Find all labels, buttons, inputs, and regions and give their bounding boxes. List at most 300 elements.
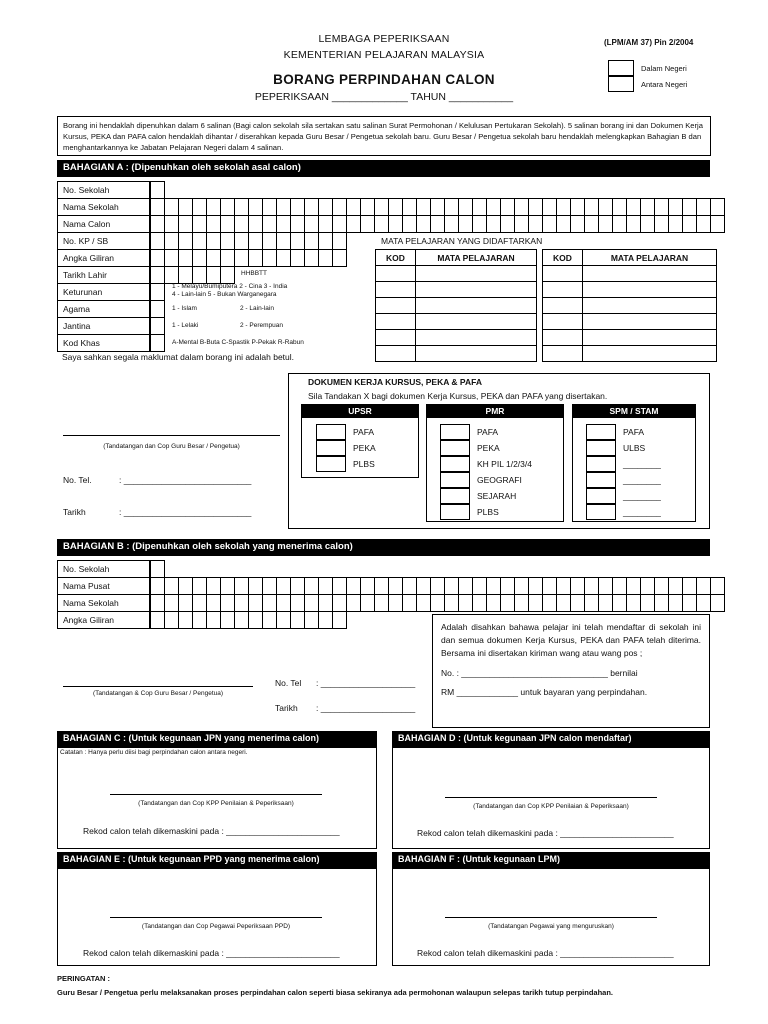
subjects-cell[interactable] [582, 297, 717, 314]
section-b-input-cell[interactable] [220, 594, 235, 612]
section-b-input-cell[interactable] [668, 577, 683, 595]
section-d-signature-line[interactable] [445, 797, 657, 798]
pmr-checkbox[interactable] [440, 488, 470, 504]
section-b-input-cell[interactable] [304, 611, 319, 629]
section-a-date-field[interactable]: : ___________________________ [119, 507, 252, 517]
spm-checkbox[interactable] [586, 488, 616, 504]
section-a-input-cell[interactable] [164, 215, 179, 233]
section-b-input-cell[interactable] [206, 577, 221, 595]
section-a-input-cell[interactable] [388, 215, 403, 233]
section-a-input-cell[interactable] [262, 198, 277, 216]
section-a-input-cell[interactable] [402, 215, 417, 233]
section-a-input-cell[interactable] [612, 198, 627, 216]
section-b-input-cell[interactable] [290, 594, 305, 612]
section-b-input-cell[interactable] [654, 594, 669, 612]
section-b-input-cell[interactable] [472, 577, 487, 595]
subjects-cell[interactable] [415, 313, 537, 330]
section-a-input-cell[interactable] [318, 215, 333, 233]
section-f-record-date[interactable]: Rekod calon telah dikemaskini pada : ________________________ [417, 948, 674, 958]
section-b-input-cell[interactable] [318, 611, 333, 629]
section-b-signature-line[interactable] [63, 686, 253, 687]
section-b-tel-field[interactable]: : ____________________ [316, 678, 416, 688]
section-a-input-cell[interactable] [710, 215, 725, 233]
upsr-checkbox[interactable] [316, 424, 346, 440]
subjects-cell[interactable] [582, 281, 717, 298]
section-a-input-cell[interactable] [192, 198, 207, 216]
section-b-input-cell[interactable] [514, 594, 529, 612]
section-a-input-cell[interactable] [234, 249, 249, 267]
section-a-input-cell[interactable] [248, 215, 263, 233]
section-a-input-cell[interactable] [514, 215, 529, 233]
section-b-input-cell[interactable] [360, 594, 375, 612]
section-a-input-cell[interactable] [598, 198, 613, 216]
section-b-input-cell[interactable] [416, 594, 431, 612]
subjects-cell[interactable] [375, 297, 416, 314]
section-a-input-cell[interactable] [556, 198, 571, 216]
section-a-input-cell[interactable] [150, 198, 165, 216]
section-a-input-cell[interactable] [192, 266, 207, 284]
section-b-input-cell[interactable] [612, 577, 627, 595]
subjects-cell[interactable] [542, 329, 583, 346]
section-a-input-cell[interactable] [318, 198, 333, 216]
section-b-input-cell[interactable] [584, 577, 599, 595]
subjects-title: MATA PELAJARAN YANG DIDAFTARKAN [381, 236, 543, 246]
section-b-input-cell[interactable] [318, 594, 333, 612]
section-f-signature-line[interactable] [445, 917, 657, 918]
section-b-money-order-no[interactable]: No. : _______________________________ bernilai [441, 668, 638, 679]
section-a-input-cell[interactable] [164, 266, 179, 284]
section-a-input-cell[interactable] [318, 249, 333, 267]
section-b-input-cell[interactable] [150, 594, 165, 612]
section-e-record-date[interactable]: Rekod calon telah dikemaskini pada : ________________________ [83, 948, 340, 958]
section-b-input-cell[interactable] [150, 560, 165, 578]
section-a-input-cell[interactable] [206, 266, 221, 284]
pmr-item-label: GEOGRAFI [477, 475, 522, 485]
section-a-input-cell[interactable] [346, 198, 361, 216]
religion-option-1: 1 - Islam [172, 305, 197, 312]
section-b-input-cell[interactable] [192, 611, 207, 629]
section-b-input-cell[interactable] [192, 594, 207, 612]
section-b-input-cell[interactable] [528, 594, 543, 612]
section-b-confirmation-text: Adalah disahkan bahawa pelajar ini telah mendaftar di sekolah ini dan semua dokumen Kerja Kursus, PEKA dan PAFA telah diterima. Bersama ini disertakan kiriman wang atau wang pos ; [441, 622, 701, 658]
subjects-cell[interactable] [582, 265, 717, 282]
section-a-input-cell[interactable] [248, 198, 263, 216]
section-a-input-cell[interactable] [150, 232, 165, 250]
subjects-cell[interactable] [415, 329, 537, 346]
section-b-input-cell[interactable] [374, 577, 389, 595]
section-a-input-cell[interactable] [696, 215, 711, 233]
section-b-input-cell[interactable] [332, 577, 347, 595]
section-b-input-cell[interactable] [374, 594, 389, 612]
section-b-input-cell[interactable] [556, 577, 571, 595]
upsr-checkbox[interactable] [316, 440, 346, 456]
section-a-row-label: Angka Giliran [57, 249, 150, 267]
subjects-cell[interactable] [415, 345, 537, 362]
section-b-input-cell[interactable] [710, 577, 725, 595]
subjects-cell[interactable] [542, 313, 583, 330]
section-b-input-cell[interactable] [584, 594, 599, 612]
section-a-input-cell[interactable] [682, 215, 697, 233]
section-b-input-cell[interactable] [388, 577, 403, 595]
section-b-input-cell[interactable] [486, 577, 501, 595]
section-b-input-cell[interactable] [346, 577, 361, 595]
pmr-checkbox[interactable] [440, 440, 470, 456]
section-a-input-cell[interactable] [668, 215, 683, 233]
section-a-input-cell[interactable] [626, 215, 641, 233]
gender-option-1: 1 - Lelaki [172, 322, 199, 329]
section-b-input-cell[interactable] [640, 594, 655, 612]
section-b-input-cell[interactable] [486, 594, 501, 612]
section-a-input-cell[interactable] [486, 215, 501, 233]
section-b-input-cell[interactable] [290, 611, 305, 629]
section-b-input-cell[interactable] [542, 594, 557, 612]
section-b-input-cell[interactable] [430, 594, 445, 612]
subjects-cell[interactable] [582, 345, 717, 362]
section-a-row-label: Keturunan [57, 283, 150, 301]
section-a-input-cell[interactable] [472, 215, 487, 233]
section-b-input-cell[interactable] [164, 611, 179, 629]
section-a-input-cell[interactable] [374, 215, 389, 233]
section-a-input-cell[interactable] [164, 232, 179, 250]
section-b-input-cell[interactable] [458, 594, 473, 612]
section-b-input-cell[interactable] [458, 577, 473, 595]
section-a-input-cell[interactable] [150, 283, 165, 301]
section-a-input-cell[interactable] [234, 198, 249, 216]
section-b-input-cell[interactable] [640, 577, 655, 595]
section-a-input-cell[interactable] [584, 215, 599, 233]
section-b-input-cell[interactable] [556, 594, 571, 612]
section-b-input-cell[interactable] [598, 594, 613, 612]
section-a-input-cell[interactable] [164, 249, 179, 267]
antara-negeri-checkbox[interactable] [608, 76, 634, 92]
section-a-input-cell[interactable] [626, 198, 641, 216]
section-a-input-cell[interactable] [416, 198, 431, 216]
section-a-tel-field[interactable]: : ___________________________ [119, 475, 252, 485]
section-a-input-cell[interactable] [290, 232, 305, 250]
section-a-input-cell[interactable] [262, 215, 277, 233]
section-a-input-cell[interactable] [500, 215, 515, 233]
section-b-input-cell[interactable] [164, 577, 179, 595]
subjects-cell[interactable] [415, 297, 537, 314]
header-line1: LEMBAGA PEPERIKSAAN [318, 33, 450, 45]
section-a-input-cell[interactable] [150, 249, 165, 267]
section-b-input-cell[interactable] [276, 577, 291, 595]
pmr-checkbox[interactable] [440, 424, 470, 440]
section-b-input-cell[interactable] [710, 594, 725, 612]
section-a-input-cell[interactable] [332, 232, 347, 250]
section-b-input-cell[interactable] [192, 577, 207, 595]
section-b-confirmation-box [432, 614, 710, 728]
section-a-input-cell[interactable] [206, 198, 221, 216]
section-a-input-cell[interactable] [416, 215, 431, 233]
section-b-input-cell[interactable] [206, 611, 221, 629]
section-a-input-cell[interactable] [178, 232, 193, 250]
documents-instruction: Sila Tandakan X bagi dokumen Kerja Kursus, PEKA dan PAFA yang disertakan. [308, 391, 608, 401]
pmr-checkbox[interactable] [440, 472, 470, 488]
section-a-input-cell[interactable] [290, 215, 305, 233]
section-a-input-cell[interactable] [528, 215, 543, 233]
section-a-input-cell[interactable] [458, 215, 473, 233]
section-b-date-label: Tarikh [275, 703, 298, 713]
spm-checkbox[interactable] [586, 456, 616, 472]
subjects-cell[interactable] [582, 329, 717, 346]
section-a-input-cell[interactable] [150, 300, 165, 318]
section-a-input-cell[interactable] [220, 232, 235, 250]
section-a-input-cell[interactable] [696, 198, 711, 216]
section-b-input-cell[interactable] [598, 577, 613, 595]
section-a-input-cell[interactable] [682, 198, 697, 216]
subjects-cell[interactable] [582, 313, 717, 330]
section-b-input-cell[interactable] [304, 577, 319, 595]
section-b-input-cell[interactable] [388, 594, 403, 612]
section-a-input-cell[interactable] [360, 215, 375, 233]
section-a-input-cell[interactable] [234, 215, 249, 233]
section-b-input-cell[interactable] [444, 594, 459, 612]
declaration-text: Saya sahkan segala maklumat dalam borang ini adalah betul. [62, 352, 295, 362]
section-b-input-cell[interactable] [234, 594, 249, 612]
section-b-input-cell[interactable] [668, 594, 683, 612]
section-b-input-cell[interactable] [220, 577, 235, 595]
section-a-input-cell[interactable] [192, 232, 207, 250]
section-a-input-cell[interactable] [206, 232, 221, 250]
section-b-input-cell[interactable] [682, 577, 697, 595]
section-d-header: BAHAGIAN D : (Untuk kegunaan JPN calon mendaftar) [392, 731, 710, 748]
section-a-input-cell[interactable] [178, 198, 193, 216]
section-b-input-cell[interactable] [206, 594, 221, 612]
section-a-input-cell[interactable] [458, 198, 473, 216]
section-a-input-cell[interactable] [150, 317, 165, 335]
section-b-input-cell[interactable] [248, 611, 263, 629]
section-a-input-cell[interactable] [612, 215, 627, 233]
section-b-input-cell[interactable] [612, 594, 627, 612]
subjects-column-header: KOD [542, 249, 583, 266]
section-a-input-cell[interactable] [178, 249, 193, 267]
section-b-input-cell[interactable] [416, 577, 431, 595]
section-b-input-cell[interactable] [234, 611, 249, 629]
section-a-input-cell[interactable] [332, 215, 347, 233]
section-a-row-label: No. Sekolah [57, 181, 150, 199]
section-a-input-cell[interactable] [640, 215, 655, 233]
section-b-input-cell[interactable] [262, 594, 277, 612]
spm-checkbox[interactable] [586, 504, 616, 520]
section-a-input-cell[interactable] [206, 215, 221, 233]
section-b-input-cell[interactable] [332, 611, 347, 629]
section-b-input-cell[interactable] [542, 577, 557, 595]
subjects-cell[interactable] [415, 265, 537, 282]
upsr-item-label: PAFA [353, 427, 375, 437]
subjects-cell[interactable] [415, 281, 537, 298]
section-a-input-cell[interactable] [444, 198, 459, 216]
section-b-date-field[interactable]: : ____________________ [316, 703, 416, 713]
section-a-input-cell[interactable] [150, 266, 165, 284]
subjects-cell[interactable] [375, 329, 416, 346]
section-c-record-date[interactable]: Rekod calon telah dikemaskini pada : ________________________ [83, 826, 340, 836]
section-a-input-cell[interactable] [654, 198, 669, 216]
section-b-input-cell[interactable] [164, 594, 179, 612]
subjects-cell[interactable] [375, 281, 416, 298]
section-b-input-cell[interactable] [304, 594, 319, 612]
dalam-negeri-checkbox[interactable] [608, 60, 634, 76]
section-d-record-date[interactable]: Rekod calon telah dikemaskini pada : ________________________ [417, 828, 674, 838]
section-a-input-cell[interactable] [248, 232, 263, 250]
pmr-checkbox[interactable] [440, 456, 470, 472]
section-a-input-cell[interactable] [486, 198, 501, 216]
section-a-input-cell[interactable] [444, 215, 459, 233]
subjects-cell[interactable] [542, 345, 583, 362]
section-a-input-cell[interactable] [220, 215, 235, 233]
section-b-input-cell[interactable] [472, 594, 487, 612]
section-b-input-cell[interactable] [276, 611, 291, 629]
section-b-input-cell[interactable] [626, 594, 641, 612]
section-a-input-cell[interactable] [346, 215, 361, 233]
section-a-input-cell[interactable] [276, 198, 291, 216]
subjects-cell[interactable] [375, 345, 416, 362]
section-a-input-cell[interactable] [542, 215, 557, 233]
section-a-input-cell[interactable] [318, 232, 333, 250]
section-a-input-cell[interactable] [150, 215, 165, 233]
section-b-input-cell[interactable] [696, 577, 711, 595]
section-a-input-cell[interactable] [430, 198, 445, 216]
section-a-input-cell[interactable] [192, 215, 207, 233]
section-b-input-cell[interactable] [332, 594, 347, 612]
section-a-input-cell[interactable] [276, 232, 291, 250]
section-b-input-cell[interactable] [682, 594, 697, 612]
section-b-input-cell[interactable] [626, 577, 641, 595]
documents-title: DOKUMEN KERJA KURSUS, PEKA & PAFA [308, 377, 482, 387]
subjects-cell[interactable] [375, 265, 416, 282]
section-a-signature-line[interactable] [63, 435, 280, 436]
section-b-input-cell[interactable] [570, 594, 585, 612]
section-b-input-cell[interactable] [696, 594, 711, 612]
section-a-input-cell[interactable] [234, 232, 249, 250]
section-b-tel-label: No. Tel [275, 678, 302, 688]
subjects-cell[interactable] [375, 313, 416, 330]
section-b-input-cell[interactable] [444, 577, 459, 595]
section-b-input-cell[interactable] [430, 577, 445, 595]
section-b-input-cell[interactable] [220, 611, 235, 629]
section-b-input-cell[interactable] [360, 577, 375, 595]
section-a-input-cell[interactable] [304, 232, 319, 250]
spm-checkbox[interactable] [586, 440, 616, 456]
section-a-input-cell[interactable] [220, 266, 235, 284]
section-a-input-cell[interactable] [304, 249, 319, 267]
spm-checkbox[interactable] [586, 472, 616, 488]
section-b-input-cell[interactable] [500, 594, 515, 612]
section-a-input-cell[interactable] [528, 198, 543, 216]
section-a-input-cell[interactable] [430, 215, 445, 233]
section-a-input-cell[interactable] [150, 181, 165, 199]
section-a-input-cell[interactable] [276, 215, 291, 233]
section-a-input-cell[interactable] [150, 334, 165, 352]
section-a-input-cell[interactable] [220, 249, 235, 267]
section-a-input-cell[interactable] [290, 249, 305, 267]
section-b-input-cell[interactable] [234, 577, 249, 595]
spm-checkbox[interactable] [586, 424, 616, 440]
upsr-item-label: PLBS [353, 459, 375, 469]
section-a-input-cell[interactable] [668, 198, 683, 216]
section-a-input-cell[interactable] [514, 198, 529, 216]
section-b-input-cell[interactable] [402, 594, 417, 612]
upsr-item-label: PEKA [353, 443, 376, 453]
section-a-input-cell[interactable] [332, 249, 347, 267]
section-a-input-cell[interactable] [360, 198, 375, 216]
section-a-input-cell[interactable] [388, 198, 403, 216]
subjects-cell[interactable] [542, 265, 583, 282]
section-a-input-cell[interactable] [192, 249, 207, 267]
section-a-input-cell[interactable] [206, 249, 221, 267]
section-b-input-cell[interactable] [150, 577, 165, 595]
section-a-input-cell[interactable] [178, 266, 193, 284]
section-a-input-cell[interactable] [402, 198, 417, 216]
spm-item-label: ULBS [623, 443, 646, 453]
section-b-amount[interactable]: RM _____________ untuk bayaran yang perpindahan. [441, 687, 648, 697]
section-a-input-cell[interactable] [598, 215, 613, 233]
section-b-input-cell[interactable] [528, 577, 543, 595]
section-b-input-cell[interactable] [276, 594, 291, 612]
section-a-input-cell[interactable] [276, 249, 291, 267]
section-a-input-cell[interactable] [374, 198, 389, 216]
section-e-signature-line[interactable] [110, 917, 322, 918]
section-a-input-cell[interactable] [248, 249, 263, 267]
section-a-input-cell[interactable] [262, 249, 277, 267]
section-b-input-cell[interactable] [262, 611, 277, 629]
spm-item-label: PAFA [623, 427, 645, 437]
section-a-input-cell[interactable] [584, 198, 599, 216]
section-c-note: Catatan : Hanya perlu diisi bagi perpindahan calon antara negeri. [60, 749, 248, 756]
section-b-input-cell[interactable] [654, 577, 669, 595]
section-b-input-cell[interactable] [248, 577, 263, 595]
section-b-input-cell[interactable] [500, 577, 515, 595]
section-b-input-cell[interactable] [178, 594, 193, 612]
section-a-input-cell[interactable] [710, 198, 725, 216]
section-a-input-cell[interactable] [640, 198, 655, 216]
subjects-cell[interactable] [542, 297, 583, 314]
section-a-input-cell[interactable] [220, 198, 235, 216]
section-b-input-cell[interactable] [318, 577, 333, 595]
section-a-input-cell[interactable] [570, 215, 585, 233]
section-c-signature-line[interactable] [110, 794, 322, 795]
section-b-input-cell[interactable] [178, 611, 193, 629]
section-a-input-cell[interactable] [472, 198, 487, 216]
pmr-item-label: PEKA [477, 443, 500, 453]
section-b-input-cell[interactable] [290, 577, 305, 595]
section-a-input-cell[interactable] [304, 215, 319, 233]
section-b-input-cell[interactable] [346, 594, 361, 612]
section-a-input-cell[interactable] [556, 215, 571, 233]
section-a-input-cell[interactable] [164, 198, 179, 216]
section-b-input-cell[interactable] [178, 577, 193, 595]
section-a-input-cell[interactable] [542, 198, 557, 216]
section-a-input-cell[interactable] [570, 198, 585, 216]
pmr-checkbox[interactable] [440, 504, 470, 520]
section-b-input-cell[interactable] [402, 577, 417, 595]
section-b-input-cell[interactable] [570, 577, 585, 595]
section-a-input-cell[interactable] [262, 232, 277, 250]
section-b-input-cell[interactable] [514, 577, 529, 595]
section-a-input-cell[interactable] [500, 198, 515, 216]
subjects-cell[interactable] [542, 281, 583, 298]
upsr-checkbox[interactable] [316, 456, 346, 472]
section-a-input-cell[interactable] [290, 198, 305, 216]
section-a-input-cell[interactable] [332, 198, 347, 216]
section-b-input-cell[interactable] [150, 611, 165, 629]
section-f-signature-label: (Tandatangan Pegawai yang menguruskan) [488, 923, 614, 930]
section-b-input-cell[interactable] [248, 594, 263, 612]
section-a-input-cell[interactable] [304, 198, 319, 216]
section-a-input-cell[interactable] [654, 215, 669, 233]
section-a-input-cell[interactable] [178, 215, 193, 233]
section-b-input-cell[interactable] [262, 577, 277, 595]
